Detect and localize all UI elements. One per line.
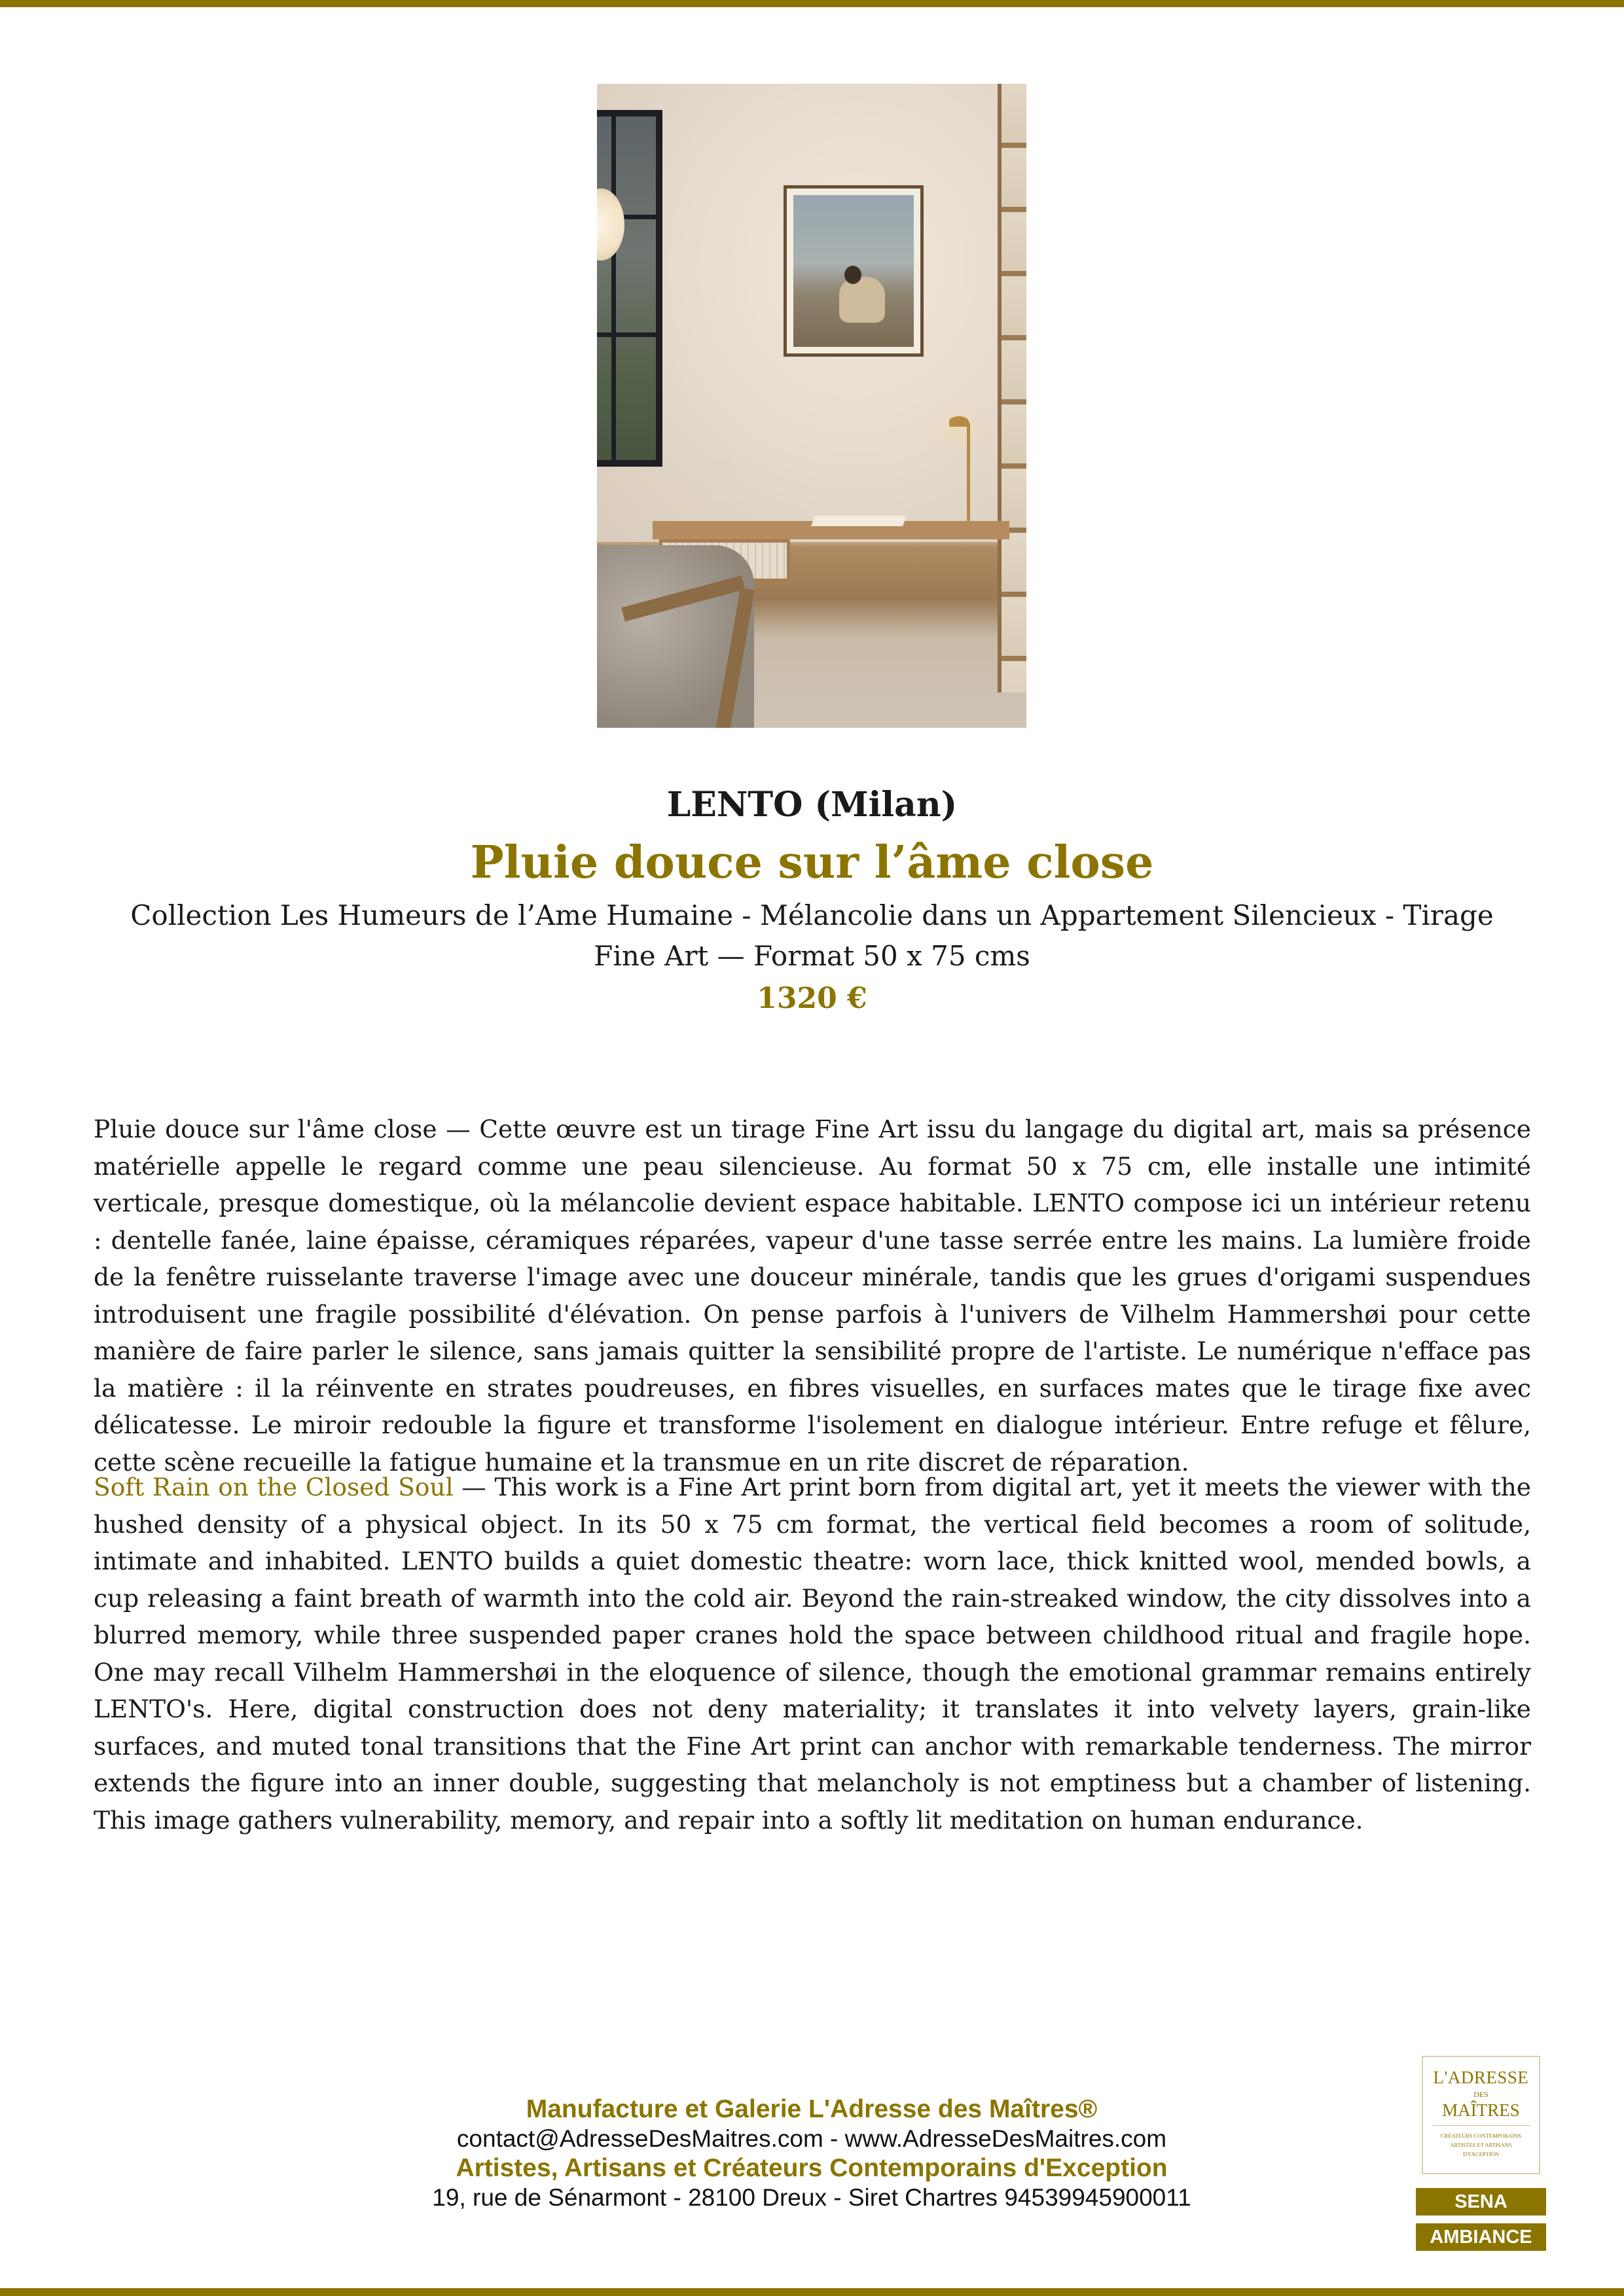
- logo-line: L'ADRESSE: [1433, 2068, 1529, 2087]
- artwork-mockup-image: [597, 84, 1026, 728]
- desk-lamp-pole: [967, 423, 970, 531]
- logo-line: MAÎTRES: [1442, 2100, 1520, 2120]
- bookshelf: [998, 84, 1026, 692]
- window-mullion: [597, 332, 656, 337]
- framed-print: [784, 185, 924, 357]
- brand-logo: [1422, 2056, 1540, 2174]
- logo-line: ARTISTES ET ARTISANS: [1450, 2142, 1512, 2148]
- ambiance-badge: AMBIANCE: [1416, 2223, 1546, 2251]
- price: 1320 €: [757, 982, 867, 1015]
- logo-divider: [1433, 2125, 1530, 2126]
- print-artwork: [793, 195, 914, 347]
- english-title: Soft Rain on the Closed Soul: [94, 1473, 454, 1501]
- footer-tagline: Artistes, Artisans et Créateurs Contemporains d'Exception: [456, 2154, 1168, 2182]
- rainy-window: [597, 110, 662, 467]
- artwork-title: Pluie douce sur l’âme close: [470, 836, 1154, 889]
- artist-name: LENTO (Milan): [666, 785, 958, 825]
- seated-figure: [839, 277, 885, 323]
- logo-line: D'EXCEPTION: [1463, 2151, 1499, 2157]
- footer-contact: contact@AdresseDesMaitres.com - www.AdresseDesMaitres.com: [456, 2125, 1167, 2152]
- window-mullion: [611, 117, 616, 460]
- logo-line: CRÉATEURS CONTEMPORAINS: [1440, 2132, 1522, 2139]
- artwork-subtitle: Collection Les Humeurs de l’Ame Humaine - Mélancolie dans un Appartement Silencieux - Tirage Fine Art — Format 50 x 75 cms: [130, 899, 1494, 972]
- footer-company: Manufacture et Galerie L'Adresse des Maîtres®: [526, 2095, 1098, 2123]
- sena-badge: SENA: [1416, 2188, 1546, 2215]
- footer: [288, 2094, 1335, 2212]
- english-body: — This work is a Fine Art print born from digital art, yet it meets the viewer with the hushed density of a physical object. In its 50 x 75 cm format, the vertical field becomes a room of solitude, intimate and inhabited. LENTO builds a quiet domestic theatre: worn lace, thick knitted wool, mended bowls, a cup releasing a faint breath of warmth into the cold air. Beyond the rain-streaked window, the city dissolves into a blurred memory, while three suspended paper cranes hold the space between childhood ritual and fragile hope. One may recall Vilhelm Hammershøi in the eloquence of silence, though the emotional grammar remains entirely LENTO's. Here, digital construction does not deny materiality; it translates it into velvety layers, grain-like surfaces, and muted tonal transitions that the Fine Art print can anchor with remarkable tenderness. The mirror extends the figure into an inner double, suggesting that melancholy is not emptiness but a chamber of listening. This image gathers vulnerability, memory, and repair into a softly lit meditation on human endurance.: [94, 1473, 1531, 1835]
- description-english: [94, 1469, 1531, 1839]
- top-accent-bar: [0, 0, 1624, 7]
- desk-lamp-head: [949, 416, 969, 427]
- description-french: Pluie douce sur l'âme close — Cette œuvre est un tirage Fine Art issu du langage du digital art, mais sa présence matérielle appelle le regard comme une peau silencieuse. Au format 50 x 75 cm, elle installe une intimité verticale, presque domestique, où la mélancolie devient espace habitable. LENTO compose ici un intérieur retenu : dentelle fanée, laine épaisse, céramiques réparées, vapeur d'une tasse serrée entre les mains. La lumière froide de la fenêtre ruisselante traverse l'image avec une douceur minérale, tandis que les grues d'origami suspendues introduisent une fragile possibilité d'élévation. On pense parfois à l'univers de Vilhelm Hammershøi pour cette manière de faire parler le silence, sans jamais quitter la sensibilité propre de l'artiste. Le numérique n'efface pas la matière : il la réinvente en strates poudreuses, en fibres visuelles, en surfaces mates que le tirage fixe avec délicatesse. Le miroir redouble la figure et transforme l'isolement en dialogue intérieur. Entre refuge et fêlure, cette scène recueille la fatigue humaine et la transmue en un rite discret de réparation.: [94, 1115, 1531, 1477]
- open-book: [811, 516, 907, 526]
- ceramic-vase: [710, 460, 736, 501]
- figure-head: [844, 266, 861, 284]
- bottom-accent-bar: [0, 2288, 1624, 2296]
- logo-line: DES: [1473, 2090, 1489, 2099]
- footer-address: 19, rue de Sénarmont - 28100 Dreux - Siret Chartres 94539945900011: [432, 2184, 1191, 2211]
